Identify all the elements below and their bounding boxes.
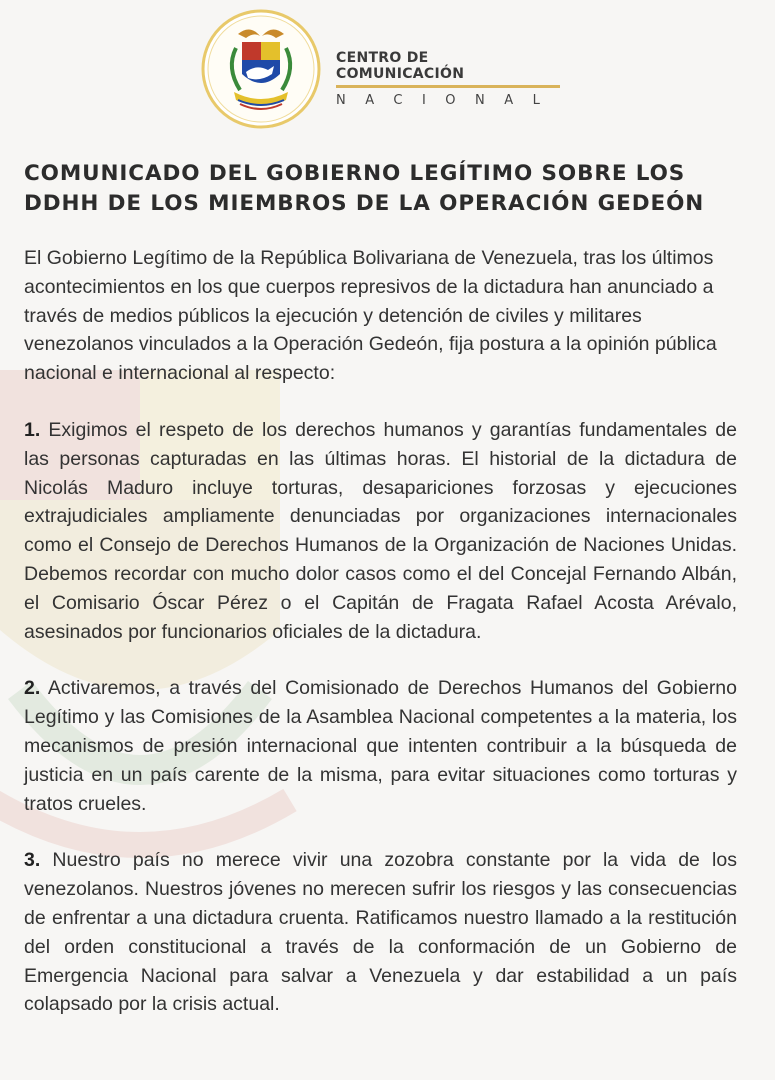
point-number: 1.	[24, 418, 41, 441]
point-text: Exigimos el respeto de los derechos humanos y garantías fundamentales de las personas capturadas en las últimas horas. El historial de la dictadura de Nicolás Maduro incluye torturas, desapariciones forzosas y ejecuciones extrajudiciales ampliamente denunciadas por organizaciones internacionales como el Consejo de Derechos Humanos de la Organización de Naciones Unidas. Debemos recordar con mucho dolor casos como el del Concejal Fernando Albán, el Comisario Óscar Pérez o el Capitán de Fragata Rafael Acosta Arévalo, asesinados por funcionarios oficiales de la dictadura.	[24, 418, 737, 643]
brand-subtitle: NACIONAL	[336, 93, 560, 108]
communique-body	[24, 244, 737, 1047]
point-number: 3.	[24, 849, 41, 872]
point-1	[24, 416, 737, 646]
point-text: Activaremos, a través del Comisionado de Derechos Humanos del Gobierno Legítimo y las Comisiones de la Asamblea Nacional competentes a la materia, los mecanismos de presión internacional que intenten contribuir a la búsqueda de justicia en un país carente de la misma, para evitar situaciones como torturas y tratos crueles.	[24, 677, 738, 815]
point-3	[24, 846, 737, 1019]
point-text: Nuestro país no merece vivir una zozobra constante por la vida de los venezolanos. Nuestros jóvenes no merecen sufrir los riesgos y las consecuencias de enfrentar a una dictadura cruenta. Ratificamos nuestro llamado a la restitución del orden constitucional a través de la conformación de un Gobierno de Emergencia Nacional para salvar a Venezuela y dar estabilidad a un país colapsado por la crisis actual.	[24, 849, 737, 1016]
intro-paragraph: El Gobierno Legítimo de la República Bolivariana de Venezuela, tras los últimos acontecimientos en los que cuerpos represivos de la dictadura han anunciado a través de medios públicos la ejecución y detención de civiles y militares venezolanos vinculados a la Operación Gedeón, fija postura a la opinión pública nacional e internacional al respecto:	[24, 247, 717, 385]
page-title: COMUNICADO DEL GOBIERNO LEGÍTIMO SOBRE LOS DDHH DE LOS MIEMBROS DE LA OPERACIÓN GEDEÓN	[24, 161, 705, 216]
header	[200, 8, 580, 134]
coat-of-arms-icon	[200, 8, 322, 130]
point-number: 2.	[24, 677, 41, 700]
point-2	[24, 674, 737, 818]
brand	[336, 50, 566, 108]
brand-title: CENTRO DE COMUNICACIÓN	[336, 50, 560, 88]
